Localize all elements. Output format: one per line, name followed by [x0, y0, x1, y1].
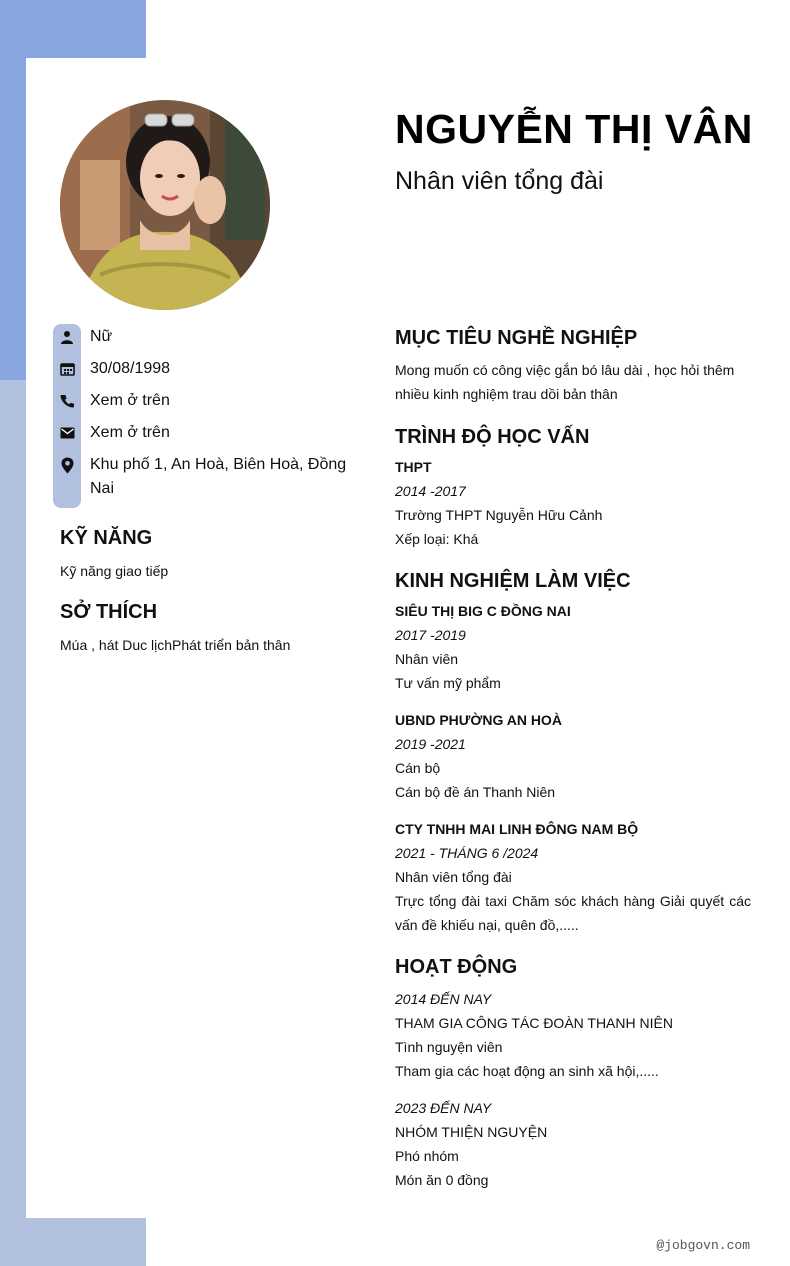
activity-detail: Tham gia các hoạt động an sinh xã hội,.....	[395, 1063, 659, 1079]
activity-org: NHÓM THIỆN NGUYỆN	[395, 1124, 548, 1140]
experience-company: CTY TNHH MAI LINH ĐÔNG NAM BỘ	[395, 821, 639, 837]
experience-period: 2019 -2021	[395, 736, 466, 752]
contact-address	[53, 453, 353, 501]
experience-item	[395, 708, 751, 804]
avatar	[60, 100, 270, 310]
activity-item	[395, 1096, 751, 1192]
watermark: @jobgovn.com	[656, 1238, 750, 1253]
experience-item	[395, 817, 751, 937]
experience-period: 2017 -2019	[395, 627, 466, 643]
objective-text: Mong muốn có công việc gắn bó lâu dài , học hỏi thêm nhiều kinh nghiệm trau dồi bản thân	[395, 362, 735, 402]
skills-text: Kỹ năng giao tiếp	[60, 563, 169, 579]
experience-position: Nhân viên	[395, 651, 459, 667]
activities-title: HOẠT ĐỘNG	[395, 956, 518, 978]
experience-section	[395, 570, 751, 937]
education-section	[395, 426, 751, 551]
experience-company: SIÊU THỊ BIG C ĐỒNG NAI	[395, 603, 571, 619]
calendar-icon	[53, 359, 81, 379]
contact-email-text: Xem ở trên	[90, 424, 170, 441]
contact-email	[53, 421, 353, 445]
experience-company: UBND PHƯỜNG AN HOÀ	[395, 712, 562, 728]
activity-detail: Món ăn 0 đồng	[395, 1172, 489, 1188]
education-period: 2014 -2017	[395, 483, 466, 499]
activity-period: 2023 ĐẾN NAY	[395, 1100, 492, 1116]
activity-item	[395, 987, 751, 1083]
contact-gender-text: Nữ	[90, 328, 113, 345]
contact-phone	[53, 389, 353, 413]
education-grade: Xếp loại: Khá	[395, 531, 479, 547]
education-school: Trường THPT Nguyễn Hữu Cảnh	[395, 507, 603, 523]
education-title: TRÌNH ĐỘ HỌC VẤN	[395, 426, 590, 448]
skills-title: KỸ NĂNG	[60, 527, 153, 549]
candidate-name: NGUYỄN THỊ VÂN	[395, 106, 753, 152]
activity-org: THAM GIA CÔNG TÁC ĐOÀN THANH NIÊN	[395, 1015, 673, 1031]
contact-address-text: Khu phố 1, An Hoà, Biên Hoà, Đồng Nai	[90, 456, 347, 497]
experience-item	[395, 599, 751, 695]
person-icon	[53, 327, 81, 347]
education-level: THPT	[395, 459, 432, 475]
experience-period: 2021 - THÁNG 6 /2024	[395, 845, 539, 861]
activities-section	[395, 956, 751, 1192]
location-pin-icon	[53, 455, 81, 475]
contact-birthday-text: 30/08/1998	[90, 360, 171, 377]
objective-title: MỤC TIÊU NGHỀ NGHIỆP	[395, 327, 638, 349]
experience-detail: Cán bộ đề án Thanh Niên	[395, 784, 556, 800]
hobbies-text: Múa , hát Duc lịchPhát triển bản thân	[60, 637, 291, 653]
avatar-photo-icon	[60, 100, 270, 310]
experience-detail: Trực tổng đài taxi Chăm sóc khách hàng Giải quyết các vấn đề khiếu nại, quên đồ,.....	[395, 893, 751, 933]
activity-role: Phó nhóm	[395, 1148, 459, 1164]
hobbies-title: SỞ THÍCH	[60, 601, 158, 623]
activity-role: Tình nguyện viên	[395, 1039, 503, 1055]
mail-icon	[53, 423, 81, 443]
experience-title: KINH NGHIỆM LÀM VIỆC	[395, 570, 631, 592]
experience-position: Nhân viên tổng đài	[395, 869, 512, 885]
phone-icon	[53, 391, 81, 411]
experience-detail: Tư vấn mỹ phẩm	[395, 675, 501, 691]
contact-phone-text: Xem ở trên	[90, 392, 170, 409]
activity-period: 2014 ĐẾN NAY	[395, 991, 492, 1007]
experience-position: Cán bộ	[395, 760, 441, 776]
contact-gender	[53, 325, 353, 349]
objective-section	[395, 327, 751, 406]
candidate-role: Nhân viên tổng đài	[395, 167, 604, 195]
contact-birthday	[53, 357, 353, 381]
